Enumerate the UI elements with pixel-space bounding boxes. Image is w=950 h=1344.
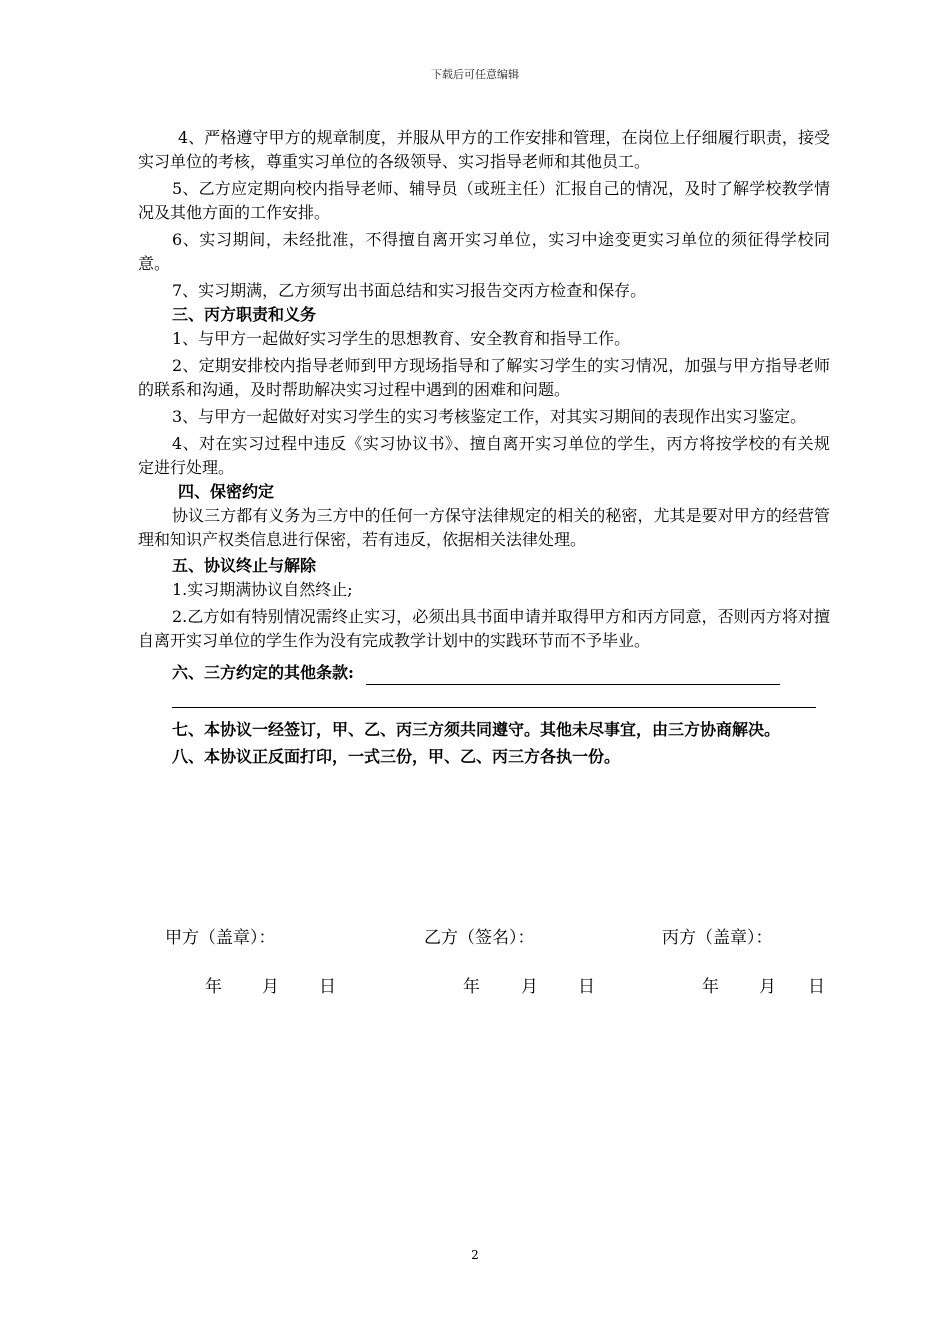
- section-5-item-1: 1.实习期满协议自然终止;: [172, 580, 353, 599]
- section-4-text: 协议三方都有义务为三方中的任何一方保守法律规定的相关的秘密，尤其是要对甲方的经营管理和知识产权类信息进行保密，若有违反，依据相关法律处理。: [138, 506, 830, 549]
- signature-row: [0, 923, 950, 949]
- section-3-heading: 三、丙方职责和义务: [172, 305, 317, 324]
- party-c-year-label: 年: [702, 977, 719, 997]
- party-a-month-label: 月: [262, 977, 279, 997]
- page-header: 下载后可任意编辑: [431, 68, 519, 81]
- fill-in-line-2[interactable]: [172, 697, 816, 708]
- date-row: [0, 972, 950, 998]
- section-5-heading: 五、协议终止与解除: [172, 556, 317, 575]
- section-6-heading: 六、三方约定的其他条款:: [172, 663, 354, 682]
- clause-6: 6、实习期间，未经批准，不得擅自离开实习单位，实习中途变更实习单位的须征得学校同意。: [138, 230, 830, 273]
- page-number: 2: [471, 1248, 479, 1262]
- clause-7: 7、实习期满，乙方须写出书面总结和实习报告交丙方检查和保存。: [172, 281, 647, 300]
- party-c-month-label: 月: [759, 977, 776, 997]
- document-body: [138, 126, 830, 769]
- section-5-item-2: 2.乙方如有特别情况需终止实习，必须出具书面申请并取得甲方和丙方同意，否则丙方将对擅自离开实习单位的学生作为没有完成教学计划中的实践环节而不予毕业。: [138, 607, 830, 650]
- section-4-heading: 四、保密约定: [178, 482, 275, 501]
- section-3-item-1: 1、与甲方一起做好实习学生的思想教育、安全教育和指导工作。: [172, 329, 631, 348]
- section-3-item-3: 3、与甲方一起做好对实习学生的实习考核鉴定工作，对其实习期间的表现作出实习鉴定。: [172, 407, 807, 426]
- section-6-line: [138, 661, 830, 685]
- party-b-year-label: 年: [463, 977, 480, 997]
- party-a-year-label: 年: [205, 977, 222, 997]
- party-b-day-label: 日: [578, 977, 595, 997]
- fill-in-line-2-wrap: [172, 689, 830, 708]
- party-c-signature-label: 丙方（盖章）：: [662, 928, 773, 948]
- section-3-item-4: 4、对在实习过程中违反《实习协议书》、擅自离开实习单位的学生，丙方将按学校的有关规定进行处理。: [138, 434, 830, 477]
- clause-5: 5、乙方应定期向校内指导老师、辅导员（或班主任）汇报自己的情况，及时了解学校教学情况及其他方面的工作安排。: [138, 179, 830, 222]
- party-a-signature-label: 甲方（盖章）：: [165, 928, 276, 948]
- party-c-day-label: 日: [808, 977, 825, 997]
- party-b-month-label: 月: [521, 977, 538, 997]
- fill-in-line-1[interactable]: [366, 664, 780, 685]
- clause-4: 4、严格遵守甲方的规章制度，并服从甲方的工作安排和管理，在岗位上仔细履行职责，接受实习单位的考核，尊重实习单位的各级领导、实习指导老师和其他员工。: [138, 128, 830, 171]
- section-7-text: 七、本协议一经签订，甲、乙、丙三方须共同遵守。其他未尽事宜，由三方协商解决。: [172, 720, 781, 739]
- party-b-signature-label: 乙方（签名）：: [424, 928, 535, 948]
- section-3-item-2: 2、定期安排校内指导老师到甲方现场指导和了解实习学生的实习情况，加强与甲方指导老师的联系和沟通，及时帮助解决实习过程中遇到的困难和问题。: [138, 356, 830, 399]
- section-8-text: 八、本协议正反面打印，一式三份，甲、乙、丙三方各执一份。: [172, 747, 621, 766]
- party-a-day-label: 日: [319, 977, 336, 997]
